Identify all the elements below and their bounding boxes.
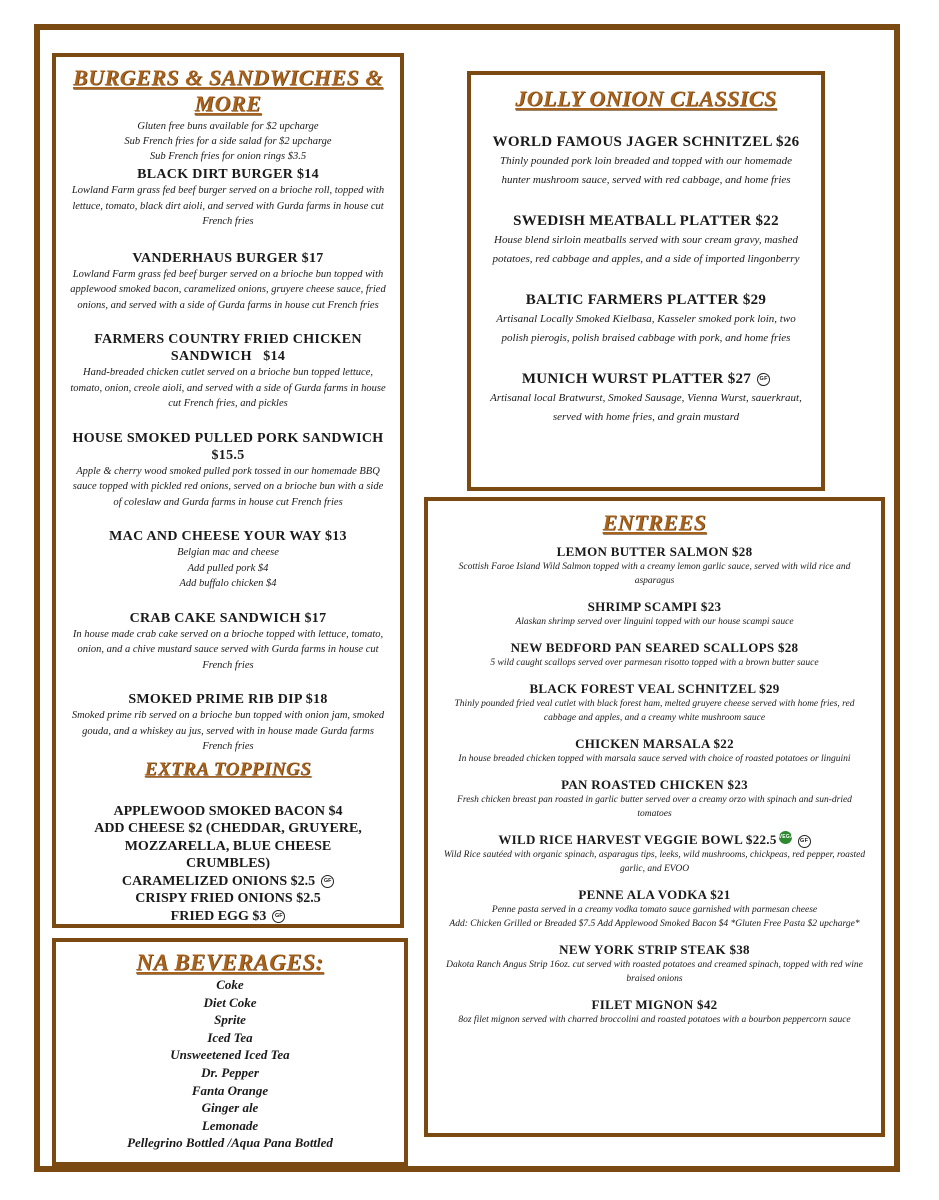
beverage-item: Iced Tea [207,1029,253,1045]
item-description: In house made crab cake served on a brioche topped with lettuce, tomato, onion, and a chive mustard sauce served with Gurda farms in house cut French fries [72,628,384,671]
beverage-item: Lemonade [201,1117,259,1133]
item-description: In house breaded chicken topped with marsala sauce served with choice of roasted potatoes or linguini [458,754,851,764]
menu-item [440,776,869,821]
item-name: WILD RICE HARVEST VEGGIE BOWL $22.5 VEGANGF [440,831,869,848]
item-name: SHRIMP SCAMPI $23 [587,599,722,614]
menu-item [487,291,805,348]
item-description: Thinly pounded fried veal cutlet with black forest ham, melted gruyere cheese served with home fries, red cabbage and apples, and a creamy white mushroom sauce [454,699,855,723]
item-name: PAN ROASTED CHICKEN $23 [561,777,748,792]
item-name: NEW YORK STRIP STEAK $38 [559,942,750,957]
item-name: HOUSE SMOKED PULLED PORK SANDWICH $15.5 [72,430,384,463]
topping-item: CARAMELIZED ONIONS $2.5 GF [68,873,388,891]
topping-item: CRISPY FRIED ONIONS $2.5 [135,891,321,906]
item-name: VANDERHAUS BURGER $17 [132,250,324,266]
vegan-icon: VEGAN [779,831,792,844]
menu-item [440,831,869,876]
gluten-free-icon: GF [272,910,285,923]
gluten-free-icon: GF [321,875,334,888]
burgers-note: Gluten free buns available for $2 upcharge [137,121,319,132]
item-description: Smoked prime rib served on a brioche bun topped with onion jam, smoked gouda, and a whiskey au jus, served with in house made Gurda farms French fries [71,710,385,752]
classics-title: JOLLY ONION CLASSICS [515,86,777,111]
menu-item [440,598,869,629]
item-description: Hand-breaded chicken cutlet served on a brioche bun topped lettuce, tomato, onion, creole aioli, and served with a side of Gurda farms in house cut French fries, and pickles [70,367,386,409]
item-name: MUNICH WURST PLATTER $27 GF [487,370,805,389]
item-description: 5 wild caught scallops served over parmesan risotto topped with a brown butter sauce [490,658,819,668]
beverage-item: Dr. Pepper [201,1064,259,1080]
item-name: CRAB CAKE SANDWICH $17 [129,610,327,626]
menu-item [68,610,388,674]
toppings-title: EXTRA TOPPINGS [144,758,312,780]
classics-section [467,71,825,491]
menu-item [68,430,388,511]
item-description: Lowland Farm grass fed beef burger served on a brioche bun topped with applewood smoked bacon, caramelized onions, gruyere cheese sauce, fried onions, and served with a side of Gurda farms in house cut French fries [70,268,386,311]
item-description: Artisanal Locally Smoked Kielbasa, Kasseler smoked pork loin, two polish pierogis, polish braised cabbage with pork, and home fries [496,313,796,344]
menu-item [68,528,388,592]
item-description: Scottish Faroe Island Wild Salmon topped with a creamy lemon garlic sauce, served with wild rice and asparagus [458,562,851,586]
menu-item [68,691,388,755]
item-description: Lowland Farm grass fed beef burger served on a brioche roll, topped with lettuce, tomato, black dirt aioli, and served with Gurda farms in house cut French fries [71,185,385,227]
beverages-title: NA BEVERAGES: [136,950,324,975]
item-name: LEMON BUTTER SALMON $28 [556,544,753,559]
menu-item [440,639,869,670]
menu-item [487,212,805,269]
beverage-item: Pellegrino Bottled /Aqua Pana Bottled [127,1135,333,1151]
item-description: 8oz filet mignon served with charred broccolini and roasted potatoes with a bourbon peppercorn sauce [458,1015,851,1025]
menu-item [440,543,869,588]
item-name: BLACK FOREST VEAL SCHNITZEL $29 [529,681,780,696]
item-name: SWEDISH MEATBALL PLATTER $22 [513,213,779,229]
topping-item: ADD CHEESE $2 (CHEDDAR, GRUYERE, MOZZARELLA, BLUE CHEESE CRUMBLES) [94,821,362,871]
toppings-list [68,803,388,926]
beverage-item: Diet Coke [203,994,257,1010]
burgers-title: BURGERS & SANDWICHES & MORE [73,65,383,116]
item-addon: Add buffalo chicken $4 [179,578,277,589]
beverage-item: Coke [216,977,244,992]
menu-item [440,941,869,986]
item-name: PENNE ALA VODKA $21 [578,887,731,902]
item-description: Penne pasta served in a creamy vodka tomato sauce garnished with parmesan cheese [491,905,818,915]
item-name: NEW BEDFORD PAN SEARED SCALLOPS $28 [510,640,799,655]
entrees-section [424,497,885,1137]
beverage-item: Ginger ale [201,1100,259,1116]
burgers-note: Sub French fries for a side salad for $2 upcharge [124,136,332,147]
menu-item [487,370,805,427]
item-name: CHICKEN MARSALA $22 [575,736,734,751]
item-description: Fresh chicken breast pan roasted in garlic butter served over a creamy orzo with spinach and sun-dried tomatoes [457,795,852,819]
item-description: Belgian mac and cheese [177,547,279,558]
menu-item [440,996,869,1027]
item-description: House blend sirloin meatballs served with sour cream gravy, mashed potatoes, red cabbage and apples, and a side of imported lingonberry [492,234,800,265]
item-description: Wild Rice sautéed with organic spinach, asparagus tips, leeks, wild mushrooms, chickpeas, red pepper, roasted garlic, and EVOO [443,850,866,874]
item-name: MAC AND CHEESE YOUR WAY $13 [109,529,347,544]
topping-item: FRIED EGG $3 GF [68,908,388,926]
entrees-title: ENTREES [602,510,707,535]
menu-item [440,680,869,725]
burgers-section [52,53,404,928]
beverage-item: Fanta Orange [191,1082,269,1098]
item-description: Apple & cherry wood smoked pulled pork tossed in our homemade BBQ sauce topped with pickled red onions, served on a brioche bun with a side of coleslaw and Gurda farms in house cut French fries [72,465,384,508]
menu-item [487,133,805,190]
item-name: FILET MIGNON $42 [591,997,718,1012]
topping-item: APPLEWOOD SMOKED BACON $4 [113,803,343,819]
gluten-free-icon: GF [757,373,770,386]
menu-item [68,166,388,230]
menu-item [68,250,388,314]
item-description: Artisanal local Bratwurst, Smoked Sausage, Vienna Wurst, sauerkraut, served with home fries, and grain mustard [490,392,802,423]
beverage-item: Sprite [214,1012,246,1028]
burgers-note: Sub French fries for onion rings $3.5 [149,151,307,162]
beverages-section [52,938,408,1166]
item-name: SMOKED PRIME RIB DIP $18 [128,692,328,707]
item-addon: Add: Chicken Grilled or Breaded $7.5 Add Applewood Smoked Bacon $4 *Gluten Free Pasta $2 upcharge* [449,919,860,929]
item-description: Alaskan shrimp served over linguini topped with our house scampi sauce [515,617,794,627]
menu-item [68,331,388,412]
beverage-item: Unsweetened Iced Tea [170,1047,290,1063]
item-name: FARMERS COUNTRY FRIED CHICKEN SANDWICH $14 [94,332,366,364]
item-name: WORLD FAMOUS JAGER SCHNITZEL $26 [492,134,800,150]
item-description: Dakota Ranch Angus Strip 16oz. cut served with roasted potatoes and creamed spinach, topped with red wine braised onions [446,960,863,984]
item-name: BLACK DIRT BURGER $14 [137,167,319,182]
item-addon: Add pulled pork $4 [187,562,269,574]
menu-item [440,735,869,766]
menu-item [440,886,869,931]
gluten-free-icon: GF [798,835,811,848]
item-name: BALTIC FARMERS PLATTER $29 [525,292,767,308]
item-description: Thinly pounded pork loin breaded and topped with our homemade hunter mushroom sauce, served with red cabbage, and home fries [500,155,792,186]
